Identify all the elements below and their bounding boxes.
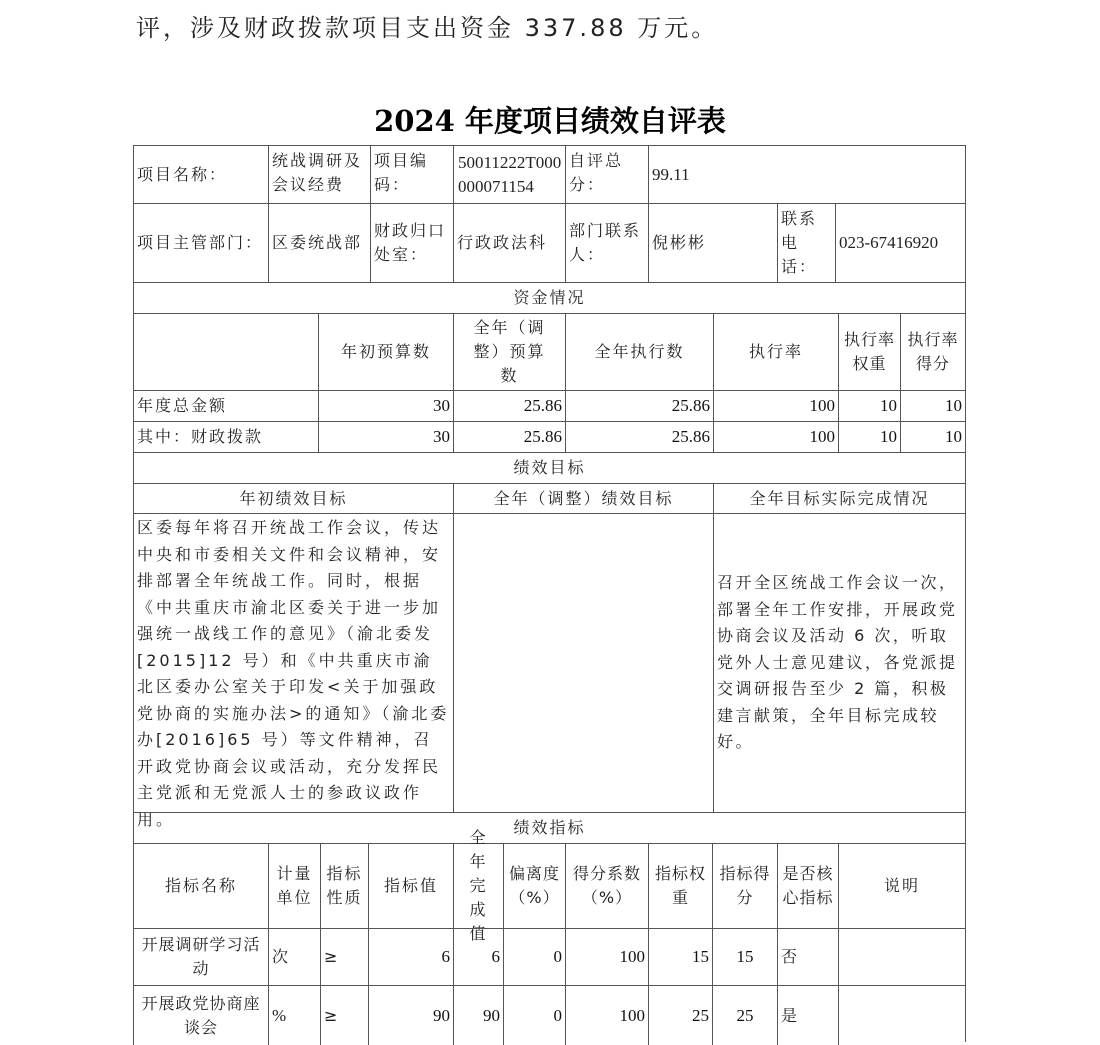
funds-cell: 25.86 bbox=[565, 390, 713, 421]
project-code-label: 项目编码： bbox=[370, 145, 453, 203]
funds-header-rate-score: 执行率得分 bbox=[900, 313, 965, 390]
dept-value: 区委统战部 bbox=[268, 203, 370, 282]
intro-paragraph: 评，涉及财政拨款项目支出资金 337.88 万元。 bbox=[136, 14, 719, 42]
ind-row-coef: 100 bbox=[565, 985, 648, 1045]
ind-row-score: 25 bbox=[712, 985, 777, 1045]
funds-row-label: 年度总金额 bbox=[133, 390, 318, 421]
funds-header-executed: 全年执行数 bbox=[565, 313, 713, 390]
funds-header-blank bbox=[133, 313, 318, 390]
finance-office-label: 财政归口处室： bbox=[370, 203, 453, 282]
project-code-value: 50011222T000000071154 bbox=[453, 145, 565, 203]
funds-cell: 100 bbox=[713, 421, 838, 452]
funds-row-label: 其中：财政拨款 bbox=[133, 421, 318, 452]
table-right-border bbox=[965, 145, 966, 1042]
ind-row-unit: 次 bbox=[268, 928, 320, 985]
ind-row-note bbox=[838, 928, 965, 985]
self-score-value: 99.11 bbox=[648, 145, 965, 203]
phone-value: 023-67416920 bbox=[835, 203, 965, 282]
ind-row-actual: 90 bbox=[453, 985, 503, 1045]
funds-header-adjusted-budget: 全年（调整）预算数 bbox=[453, 313, 565, 390]
ind-header-weight: 指标权重 bbox=[648, 843, 712, 928]
ind-row-unit: % bbox=[268, 985, 320, 1045]
page-title: 2024 年度项目绩效自评表 bbox=[374, 104, 726, 138]
ind-header-unit: 计量单位 bbox=[268, 843, 320, 928]
funds-cell: 30 bbox=[318, 421, 453, 452]
goals-actual-text: 召开全区统战工作会议一次，部署全年工作安排，开展政党协商会议及活动 6 次，听取党外人士意见建议，各党派提交调研报告至少 2 篇，积极建言献策，全年目标完成较好。 bbox=[713, 513, 965, 812]
ind-header-score: 指标得分 bbox=[712, 843, 777, 928]
contact-value: 倪彬彬 bbox=[648, 203, 777, 282]
ind-row-target: 90 bbox=[368, 985, 453, 1045]
ind-row-weight: 15 bbox=[648, 928, 712, 985]
project-name-value: 统战调研及会议经费 bbox=[268, 145, 370, 203]
ind-header-deviation: 偏离度（%） bbox=[503, 843, 565, 928]
goals-adjusted-text bbox=[453, 513, 713, 812]
funds-cell: 10 bbox=[838, 390, 900, 421]
ind-row-core: 是 bbox=[777, 985, 838, 1045]
ind-header-note: 说明 bbox=[838, 843, 965, 928]
ind-row-note bbox=[838, 985, 965, 1045]
funds-section-title: 资金情况 bbox=[133, 282, 965, 313]
ind-row-core: 否 bbox=[777, 928, 838, 985]
ind-header-name: 指标名称 bbox=[133, 843, 268, 928]
ind-row-target: 6 bbox=[368, 928, 453, 985]
funds-cell: 25.86 bbox=[453, 390, 565, 421]
ind-row-actual: 6 bbox=[453, 928, 503, 985]
funds-cell: 100 bbox=[713, 390, 838, 421]
indicators-section-title: 绩效指标 bbox=[133, 812, 965, 843]
ind-header-coef: 得分系数（%） bbox=[565, 843, 648, 928]
ind-row-weight: 25 bbox=[648, 985, 712, 1045]
ind-header-actual: 全年完成值 bbox=[453, 843, 503, 928]
ind-header-target: 指标值 bbox=[368, 843, 453, 928]
goals-header-actual: 全年目标实际完成情况 bbox=[713, 483, 965, 513]
ind-row-deviation: 0 bbox=[503, 928, 565, 985]
funds-header-rate: 执行率 bbox=[713, 313, 838, 390]
funds-cell: 10 bbox=[900, 390, 965, 421]
project-name-label: 项目名称： bbox=[133, 145, 268, 203]
ind-row-name: 开展调研学习活动 bbox=[133, 928, 268, 985]
dept-label: 项目主管部门： bbox=[133, 203, 268, 282]
goals-header-initial: 年初绩效目标 bbox=[133, 483, 453, 513]
ind-row-name: 开展政党协商座谈会 bbox=[133, 985, 268, 1045]
funds-cell: 10 bbox=[900, 421, 965, 452]
ind-row-nature: ≥ bbox=[320, 985, 368, 1045]
self-score-label: 自评总分： bbox=[565, 145, 648, 203]
funds-cell: 25.86 bbox=[565, 421, 713, 452]
ind-row-coef: 100 bbox=[565, 928, 648, 985]
funds-cell: 25.86 bbox=[453, 421, 565, 452]
contact-label: 部门联系人： bbox=[565, 203, 648, 282]
funds-cell: 30 bbox=[318, 390, 453, 421]
ind-header-core: 是否核心指标 bbox=[777, 843, 838, 928]
ind-row-score: 15 bbox=[712, 928, 777, 985]
phone-label: 联系电话： bbox=[777, 203, 835, 282]
funds-header-rate-weight: 执行率权重 bbox=[838, 313, 900, 390]
finance-office-value: 行政政法科 bbox=[453, 203, 565, 282]
ind-row-nature: ≥ bbox=[320, 928, 368, 985]
goals-initial-text: 区委每年将召开统战工作会议，传达中央和市委相关文件和会议精神，安排部署全年统战工作。同时，根据《中共重庆市渝北区委关于进一步加强统一战线工作的意见》（渝北委发[2015]12 号）和《中共重庆市渝北区委办公室关于印发<关于加强政党协商的实施办法>的通知》（渝北委办[2016]65 号）等文件精神，召开政党协商会议或活动，充分发挥民主党派和无党派人士的参政议政作用。 bbox=[133, 513, 453, 812]
ind-row-deviation: 0 bbox=[503, 985, 565, 1045]
funds-header-initial-budget: 年初预算数 bbox=[318, 313, 453, 390]
goals-header-adjusted: 全年（调整）绩效目标 bbox=[453, 483, 713, 513]
goals-section-title: 绩效目标 bbox=[133, 452, 965, 483]
funds-cell: 10 bbox=[838, 421, 900, 452]
ind-header-nature: 指标性质 bbox=[320, 843, 368, 928]
